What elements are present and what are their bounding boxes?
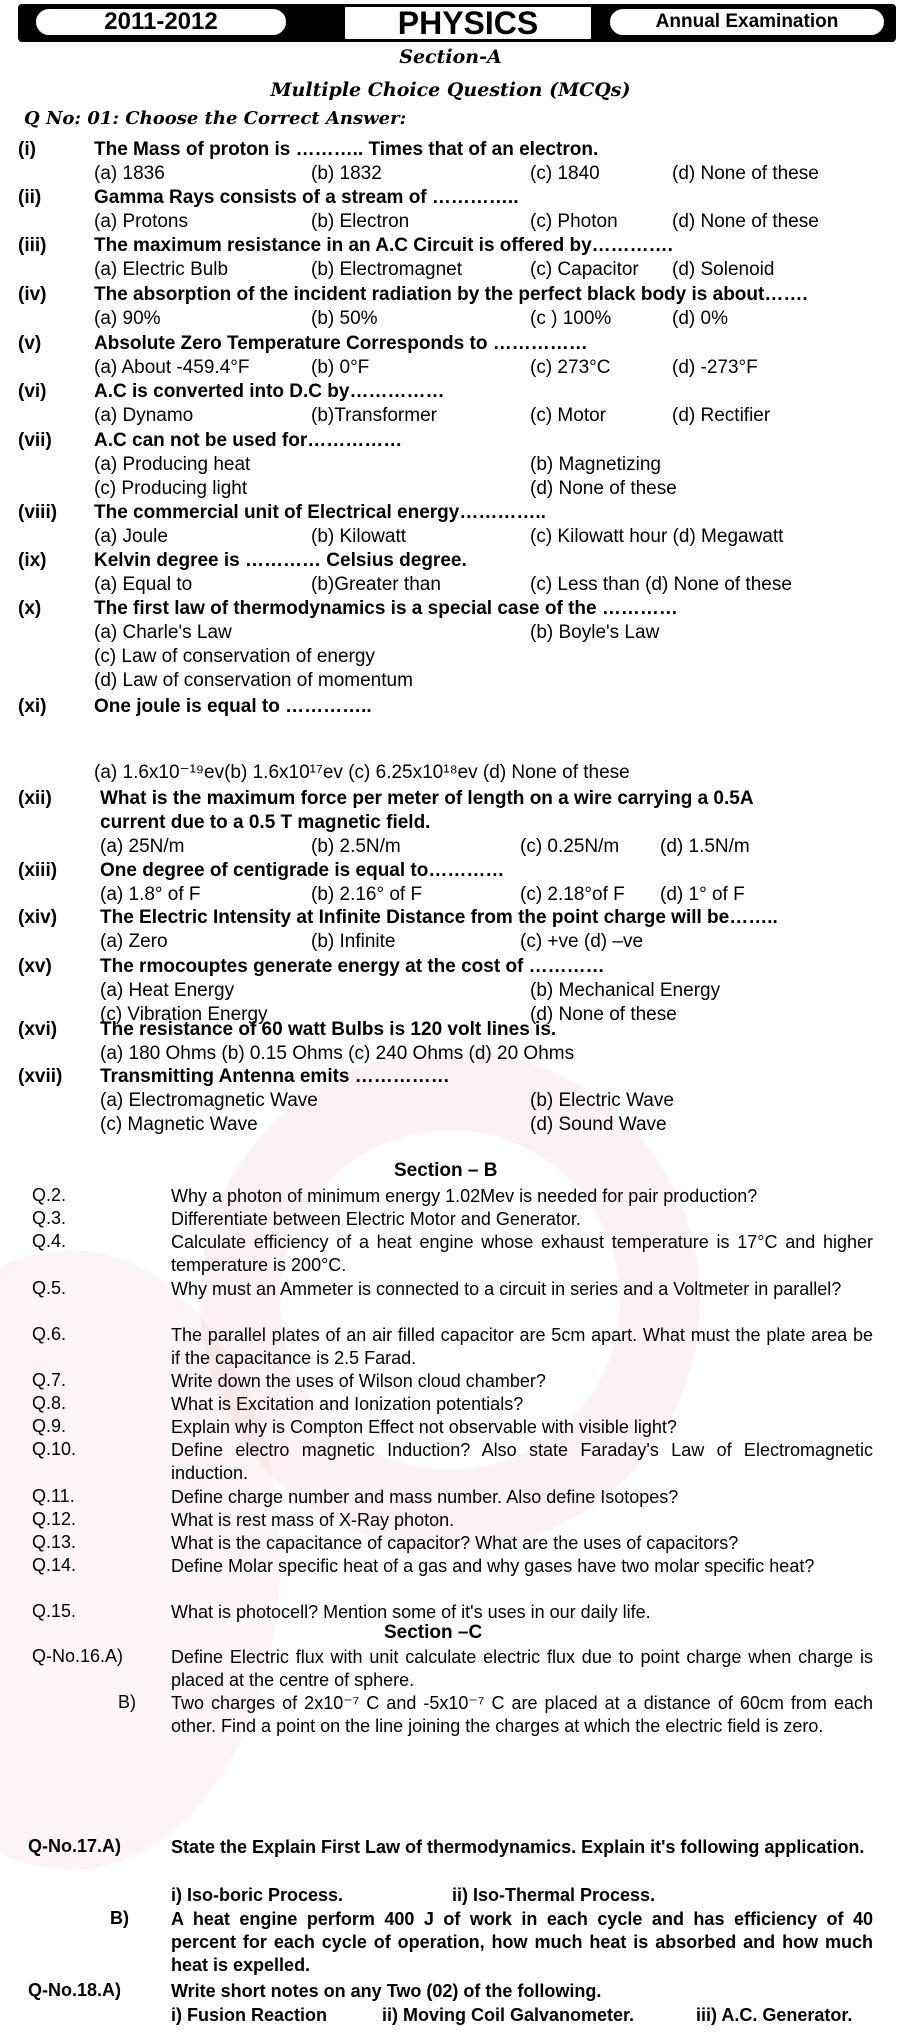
mcq-option: (b) Electromagnet bbox=[311, 259, 463, 280]
mcq-option: (b) Boyle's Law bbox=[530, 622, 660, 643]
mcq-option: (a) Electromagnetic Wave bbox=[100, 1090, 318, 1111]
mcq-option: (c) 2.18°of F bbox=[520, 884, 625, 905]
section-b-number: Q.6. bbox=[32, 1324, 67, 1344]
section-b-question: What is the capacitance of capacitor? What are the uses of capacitors? bbox=[171, 1533, 739, 1553]
section-b-question: The parallel plates of an air filled capacitor are 5cm apart. What must the plate area be if the capacitance is 2.5 Farad. bbox=[171, 1325, 873, 1368]
mcq-option: (d) Sound Wave bbox=[530, 1114, 667, 1135]
section-b-question: Differentiate between Electric Motor and Generator. bbox=[171, 1209, 581, 1229]
mcq-number: (xii) bbox=[18, 788, 52, 809]
mcq-option: (a) Dynamo bbox=[94, 405, 194, 426]
section-c-question: iii) A.C. Generator. bbox=[696, 2005, 853, 2025]
year-label: 2011-2012 bbox=[34, 7, 288, 37]
section-c-question: Define Electric flux with unit calculate electric flux due to point charge when charge is placed at the centre of sphere. bbox=[171, 1647, 873, 1690]
mcq-question-text: The absorption of the incident radiation by the perfect black body is about……. bbox=[94, 284, 808, 305]
section-b-number: Q.12. bbox=[32, 1509, 77, 1529]
section-b-question: Calculate efficiency of a heat engine whose exhaust temperature is 17°C and higher temperature is 200°C. bbox=[171, 1232, 873, 1275]
section-c-question: Write short notes on any Two (02) of the following. bbox=[171, 1981, 602, 2001]
mcq-question-text: The commercial unit of Electrical energy………….. bbox=[94, 502, 546, 523]
mcq-option: (c) +ve (d) –ve bbox=[520, 931, 644, 952]
mcq-number: (i) bbox=[18, 139, 36, 160]
mcq-option: (a) Zero bbox=[100, 931, 168, 952]
mcq-option: (d) -273°F bbox=[672, 357, 758, 378]
mcq-option: (a) 90% bbox=[94, 308, 161, 329]
mcq-number: (xiii) bbox=[18, 860, 58, 881]
mcq-option: (b) 2.5N/m bbox=[311, 836, 401, 857]
section-b-question: Why must an Ammeter is connected to a circuit in series and a Voltmeter in parallel? bbox=[171, 1279, 842, 1299]
mcq-number: (xvi) bbox=[18, 1019, 58, 1040]
section-b-question: What is rest mass of X-Ray photon. bbox=[171, 1510, 455, 1530]
mcq-number: (v) bbox=[18, 333, 42, 354]
section-c-question: i) Iso-boric Process. bbox=[171, 1885, 344, 1905]
mcq-subtitle: Multiple Choice Question (MCQs) bbox=[270, 79, 631, 101]
mcq-option: (d) None of these bbox=[530, 1004, 677, 1025]
mcq-option: (d) None of these bbox=[672, 163, 819, 184]
mcq-question-text: Kelvin degree is ………… Celsius degree. bbox=[94, 550, 467, 571]
mcq-option: (a) Charle's Law bbox=[94, 622, 232, 643]
section-b-question: Define charge number and mass number. Also define Isotopes? bbox=[171, 1487, 679, 1507]
section-b-question: Why a photon of minimum energy 1.02Mev is needed for pair production? bbox=[171, 1186, 758, 1206]
section-c-question: ii) Moving Coil Galvanometer. bbox=[382, 2005, 635, 2025]
mcq-question-text: A.C can not be used for…………… bbox=[94, 430, 403, 451]
mcq-option: (a) Protons bbox=[94, 211, 188, 232]
mcq-option: (c) Motor bbox=[530, 405, 606, 426]
q1-instruction: Q No: 01: Choose the Correct Answer: bbox=[24, 108, 407, 129]
mcq-option: (d) 1.5N/m bbox=[660, 836, 750, 857]
mcq-option: (a) Joule bbox=[94, 526, 168, 547]
mcq-option: (a) 1.8° of F bbox=[100, 884, 201, 905]
mcq-option: (d) None of these bbox=[672, 211, 819, 232]
mcq-option: (c) Capacitor bbox=[530, 259, 639, 280]
section-c-number: Q-No.17.A) bbox=[28, 1836, 122, 1856]
mcq-option: (b) 1832 bbox=[311, 163, 382, 184]
section-c-number: B) bbox=[110, 1908, 129, 1928]
mcq-option: (c) Producing light bbox=[94, 478, 248, 499]
mcq-option: (c) Kilowatt hour (d) Megawatt bbox=[530, 526, 784, 547]
mcq-option: (d) Rectifier bbox=[672, 405, 771, 426]
mcq-option: (c) 273°C bbox=[530, 357, 611, 378]
mcq-number: (iv) bbox=[18, 284, 47, 305]
mcq-option: (d) Law of conservation of momentum bbox=[94, 670, 413, 691]
mcq-option: (a) 1.6x10⁻¹⁹ev(b) 1.6x10¹⁷ev (c) 6.25x10¹⁸ev (d) None of these bbox=[94, 762, 630, 783]
exam-type: Annual Examination bbox=[608, 7, 886, 37]
mcq-number: (xv) bbox=[18, 956, 52, 977]
mcq-question-text: The Mass of proton is ……….. Times that of an electron. bbox=[94, 139, 599, 160]
section-c-number: B) bbox=[118, 1692, 136, 1712]
mcq-question-text: The resistance of 60 watt Bulbs is 120 volt lines is. bbox=[100, 1019, 557, 1040]
mcq-question-text: The first law of thermodynamics is a special case of the ………… bbox=[94, 598, 678, 619]
section-c-number: Q-No.18.A) bbox=[28, 1980, 122, 2000]
section-c-question: A heat engine perform 400 J of work in each cycle and has efficiency of 40 percent for each cycle of operation, how much heat is absorbed and how much heat is expelled. bbox=[171, 1909, 873, 1975]
section-a-title: Section-A bbox=[399, 46, 502, 68]
section-c-question: State the Explain First Law of thermodynamics. Explain it's following application. bbox=[171, 1837, 865, 1857]
mcq-number: (xi) bbox=[18, 696, 47, 717]
section-b-number: Q.5. bbox=[32, 1278, 67, 1298]
mcq-question-text: Gamma Rays consists of a stream of ………….. bbox=[94, 187, 519, 208]
section-b-number: Q.8. bbox=[32, 1393, 67, 1413]
section-b-question: Define electro magnetic Induction? Also state Faraday's Law of Electromagnetic induction. bbox=[171, 1440, 873, 1483]
mcq-option: (c) Magnetic Wave bbox=[100, 1114, 258, 1135]
mcq-option: (b) 2.16° of F bbox=[311, 884, 423, 905]
mcq-question-text: The maximum resistance in an A.C Circuit is offered by…………. bbox=[94, 235, 673, 256]
mcq-option: (a) Equal to bbox=[94, 574, 193, 595]
mcq-option: (b) Electric Wave bbox=[530, 1090, 674, 1111]
header-bar bbox=[18, 4, 896, 42]
mcq-number: (x) bbox=[18, 598, 42, 619]
mcq-option: (b)Transformer bbox=[311, 405, 437, 426]
mcq-question-text: Transmitting Antenna emits …………… bbox=[100, 1066, 450, 1087]
mcq-option: (b) 0°F bbox=[311, 357, 370, 378]
section-b-question: Explain why is Compton Effect not observable with visible light? bbox=[171, 1417, 677, 1437]
mcq-option: (a) 25N/m bbox=[100, 836, 185, 857]
mcq-question-text: One joule is equal to ………….. bbox=[94, 696, 372, 717]
mcq-option: (a) 1836 bbox=[94, 163, 165, 184]
mcq-option: (d) None of these bbox=[530, 478, 677, 499]
mcq-option: (c) Law of conservation of energy bbox=[94, 646, 375, 667]
mcq-option: (c) 1840 bbox=[530, 163, 600, 184]
mcq-number: (ii) bbox=[18, 187, 42, 208]
mcq-option: (b) Infinite bbox=[311, 931, 396, 952]
mcq-option: (a) About -459.4°F bbox=[94, 357, 250, 378]
mcq-question-text: A.C is converted into D.C by…………… bbox=[94, 381, 445, 402]
mcq-question-text-cont: current due to a 0.5 T magnetic field. bbox=[100, 812, 431, 833]
mcq-number: (vi) bbox=[18, 381, 47, 402]
section-c-title: Section –C bbox=[384, 1622, 483, 1643]
mcq-option: (b)Greater than bbox=[311, 574, 441, 595]
mcq-number: (xvii) bbox=[18, 1066, 63, 1087]
mcq-option: (b) Electron bbox=[311, 211, 410, 232]
mcq-number: (vii) bbox=[18, 430, 52, 451]
mcq-option: (b) Kilowatt bbox=[311, 526, 407, 547]
section-b-number: Q.15. bbox=[32, 1601, 77, 1621]
mcq-number: (xiv) bbox=[18, 907, 58, 928]
mcq-option: (a) Producing heat bbox=[94, 454, 251, 475]
section-b-number: Q.7. bbox=[32, 1370, 67, 1390]
mcq-option: (d) Solenoid bbox=[672, 259, 775, 280]
section-b-question: Write down the uses of Wilson cloud chamber? bbox=[171, 1371, 546, 1391]
section-c-question: i) Fusion Reaction bbox=[171, 2005, 328, 2025]
section-b-number: Q.10. bbox=[32, 1439, 77, 1459]
section-b-number: Q.13. bbox=[32, 1532, 77, 1552]
mcq-option: (c) 0.25N/m bbox=[520, 836, 620, 857]
section-b-number: Q.14. bbox=[32, 1555, 77, 1575]
mcq-option: (a) 180 Ohms (b) 0.15 Ohms (c) 240 Ohms (d) 20 Ohms bbox=[100, 1043, 575, 1064]
section-b-question: Define Molar specific heat of a gas and why gases have two molar specific heat? bbox=[171, 1556, 815, 1576]
mcq-option: (b) 50% bbox=[311, 308, 378, 329]
subject-title: PHYSICS bbox=[343, 5, 593, 41]
mcq-number: (viii) bbox=[18, 502, 58, 523]
section-c-question: ii) Iso-Thermal Process. bbox=[452, 1885, 656, 1905]
mcq-option: (c) Less than (d) None of these bbox=[530, 574, 792, 595]
section-c-question: Two charges of 2x10⁻⁷ C and -5x10⁻⁷ C are placed at a distance of 60cm from each other. Find a point on the line joining the charges at which the electric field is zero. bbox=[171, 1693, 873, 1736]
mcq-option: (a) Electric Bulb bbox=[94, 259, 229, 280]
mcq-question-text: Absolute Zero Temperature Corresponds to …………… bbox=[94, 333, 588, 354]
mcq-number: (iii) bbox=[18, 235, 47, 256]
mcq-option: (d) 1° of F bbox=[660, 884, 745, 905]
section-b-question: What is Excitation and Ionization potentials? bbox=[171, 1394, 524, 1414]
section-b-number: Q.11. bbox=[32, 1486, 75, 1506]
mcq-option: (b) Magnetizing bbox=[530, 454, 661, 475]
section-b-number: Q.3. bbox=[32, 1208, 67, 1228]
mcq-question-text: What is the maximum force per meter of length on a wire carrying a 0.5A bbox=[100, 788, 754, 809]
mcq-number: (ix) bbox=[18, 550, 47, 571]
section-b-question: What is photocell? Mention some of it's uses in our daily life. bbox=[171, 1602, 651, 1622]
mcq-question-text: One degree of centigrade is equal to………… bbox=[100, 860, 505, 881]
section-b-number: Q.2. bbox=[32, 1185, 67, 1205]
mcq-question-text: The Electric Intensity at Infinite Distance from the point charge will be…….. bbox=[100, 907, 778, 928]
section-b-title: Section – B bbox=[394, 1160, 498, 1181]
mcq-option: (c) Vibration Energy bbox=[100, 1004, 268, 1025]
section-c-number: Q-No.16.A) bbox=[32, 1646, 124, 1666]
mcq-option: (c ) 100% bbox=[530, 308, 612, 329]
section-b-number: Q.9. bbox=[32, 1416, 67, 1436]
mcq-option: (a) Heat Energy bbox=[100, 980, 235, 1001]
mcq-option: (c) Photon bbox=[530, 211, 618, 232]
mcq-option: (d) 0% bbox=[672, 308, 728, 329]
mcq-question-text: The rmocouptes generate energy at the cost of ………… bbox=[100, 956, 605, 977]
mcq-option: (b) Mechanical Energy bbox=[530, 980, 721, 1001]
section-b-number: Q.4. bbox=[32, 1231, 67, 1251]
